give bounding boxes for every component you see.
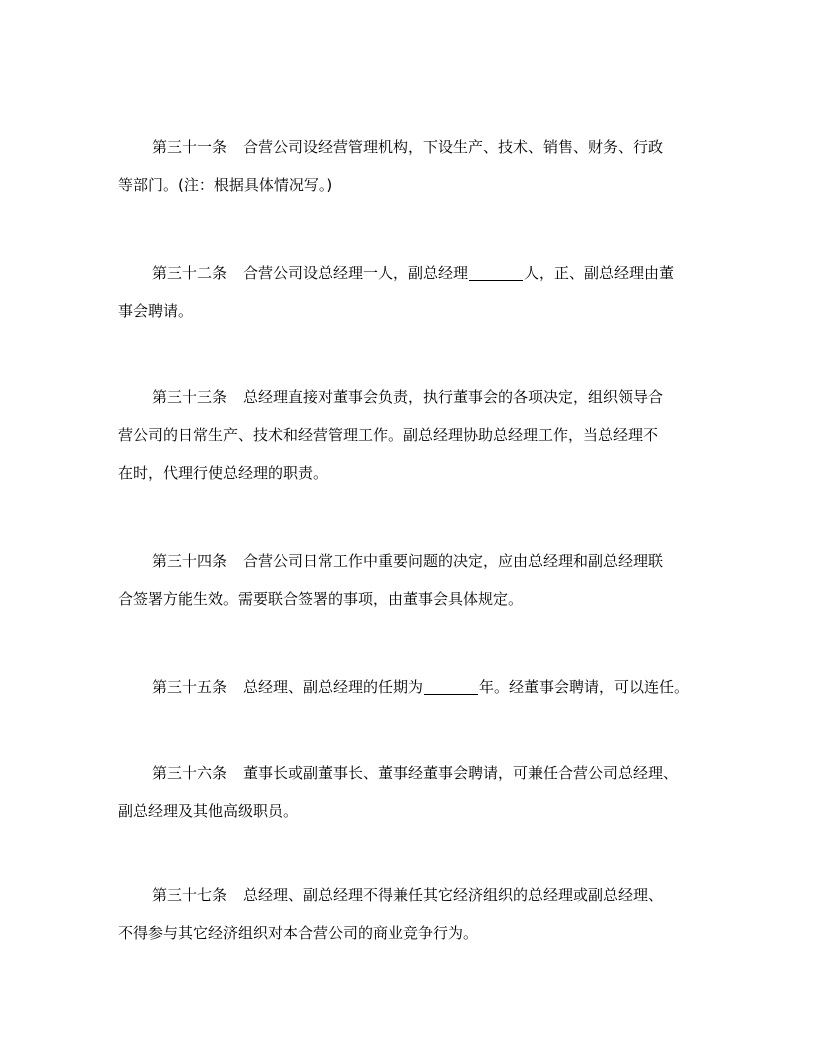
article-number: 第三十五条 (152, 678, 228, 696)
article-text: 合营公司设总经理一人，副总经理 (243, 264, 469, 282)
article-number: 第三十一条 (152, 138, 228, 156)
article-text: 总经理直接对董事会负责，执行董事会的各项决定，组织领导合 (243, 388, 664, 406)
article-33 (118, 378, 698, 492)
article-33-line-3: 在时，代理行使总经理的职责。 (118, 464, 329, 482)
article-text: 总经理、副总经理不得兼任其它经济组织的总经理或副总经理、 (243, 886, 664, 904)
article-number: 第三十七条 (152, 886, 228, 904)
article-number: 第三十六条 (152, 764, 228, 782)
article-34-line-2: 合签署方能生效。需要联合签署的事项，由董事会具体规定。 (118, 590, 524, 608)
article-31-line-2: 等部门。(注：根据具体情况写。) (118, 176, 333, 194)
article-text: 合营公司日常工作中重要问题的决定，应由总经理和副总经理联 (243, 552, 664, 570)
article-34-line-1 (118, 542, 698, 580)
article-33-line-1 (118, 378, 698, 416)
article-32-line-2: 事会聘请。 (118, 302, 194, 320)
article-text: 董事长或副董事长、董事经董事会聘请，可兼任合营公司总经理、 (243, 764, 679, 782)
article-text: 人，正、副总经理由董 (524, 264, 675, 282)
article-number: 第三十四条 (152, 552, 228, 570)
article-37-line-1 (118, 876, 698, 914)
article-32-line-1 (118, 254, 698, 292)
article-text: 总经理、副总经理的任期为 (243, 678, 424, 696)
article-35-line-1 (118, 668, 698, 706)
article-35 (118, 668, 698, 706)
article-number: 第三十三条 (152, 388, 228, 406)
fill-in-blank (469, 262, 523, 281)
article-32 (118, 254, 698, 330)
article-37-line-2: 不得参与其它经济组织对本合营公司的商业竞争行为。 (118, 924, 479, 942)
article-number: 第三十二条 (152, 264, 228, 282)
article-text: 合营公司设经营管理机构，下设生产、技术、销售、财务、行政 (243, 138, 664, 156)
article-31 (118, 128, 698, 204)
article-36-line-1 (118, 754, 698, 792)
article-34 (118, 542, 698, 618)
article-31-line-1 (118, 128, 698, 166)
article-36 (118, 754, 698, 830)
article-33-line-2: 营公司的日常生产、技术和经营管理工作。副总经理协助总经理工作，当总经理不 (118, 426, 659, 444)
fill-in-blank (424, 676, 478, 695)
article-text: 年。经董事会聘请，可以连任。 (479, 678, 690, 696)
article-37 (118, 876, 698, 952)
article-36-line-2: 副总经理及其他高级职员。 (118, 802, 299, 820)
